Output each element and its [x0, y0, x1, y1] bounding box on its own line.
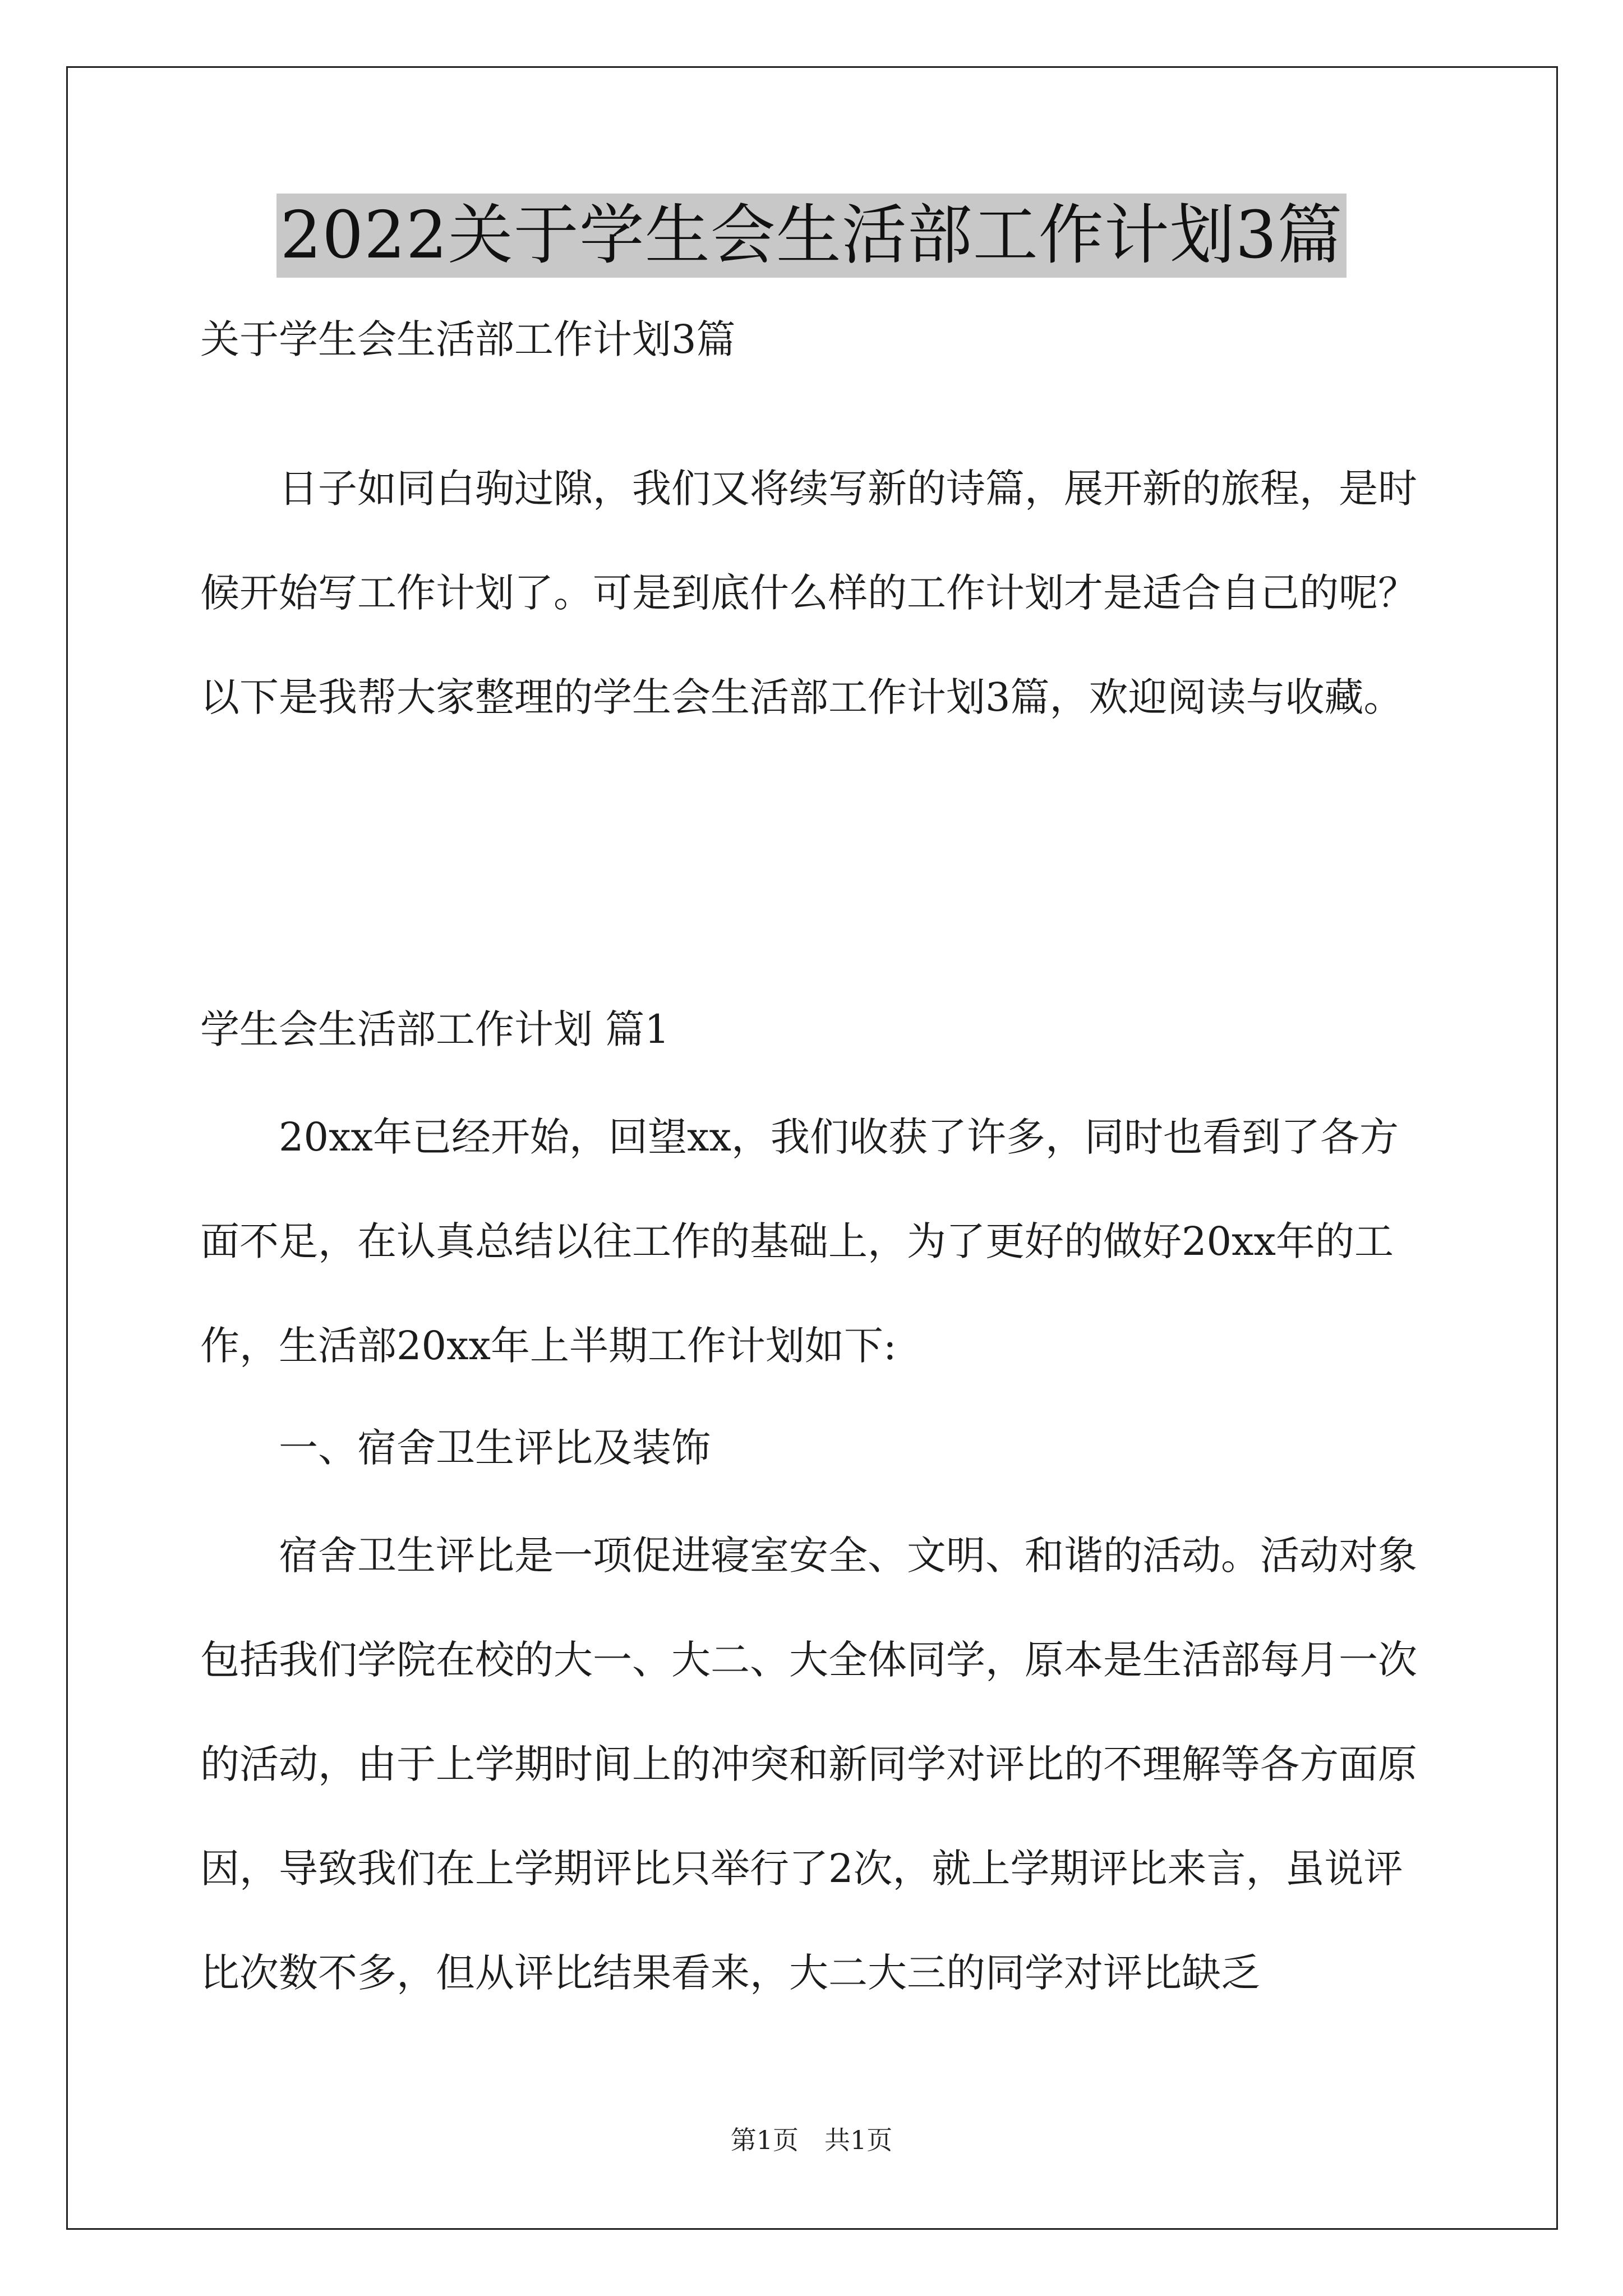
page-footer: 第1页 共1页 [730, 2125, 893, 2155]
title-wrapper [0, 194, 1623, 278]
document-subtitle: 关于学生会生活部工作计划3篇 [200, 316, 736, 362]
section-heading: 学生会生活部工作计划 篇1 [200, 1006, 670, 1052]
paragraph-1: 20xx年已经开始，回望xx，我们收获了许多，同时也看到了各方面不足，在认真总结以往工作的基础上，为了更好的做好20xx年的工作，生活部20xx年上半期工作计划如下: [200, 1114, 1399, 1369]
document-title: 2022关于学生会生活部工作计划3篇 [276, 194, 1346, 278]
intro-paragraph: 日子如同白驹过隙，我们又将续写新的诗篇，展开新的旅程，是时候开始写工作计划了。可是到底什么样的工作计划才是适合自己的呢？以下是我帮大家整理的学生会生活部工作计划3篇，欢迎阅读与收藏。 [200, 466, 1417, 720]
paragraph-2: 宿舍卫生评比是一项促进寝室安全、文明、和谐的活动。活动对象包括我们学院在校的大一、大二、大全体同学，原本是生活部每月一次的活动，由于上学期时间上的冲突和新同学对评比的不理解等各方面原因，导致我们在上学期评比只举行了2次，就上学期评比来言，虽说评比次数不多，但从评比结果看来，大二大三的同学对评比缺乏 [200, 1533, 1417, 1996]
item-heading: 一、宿舍卫生评比及装饰 [279, 1425, 711, 1471]
